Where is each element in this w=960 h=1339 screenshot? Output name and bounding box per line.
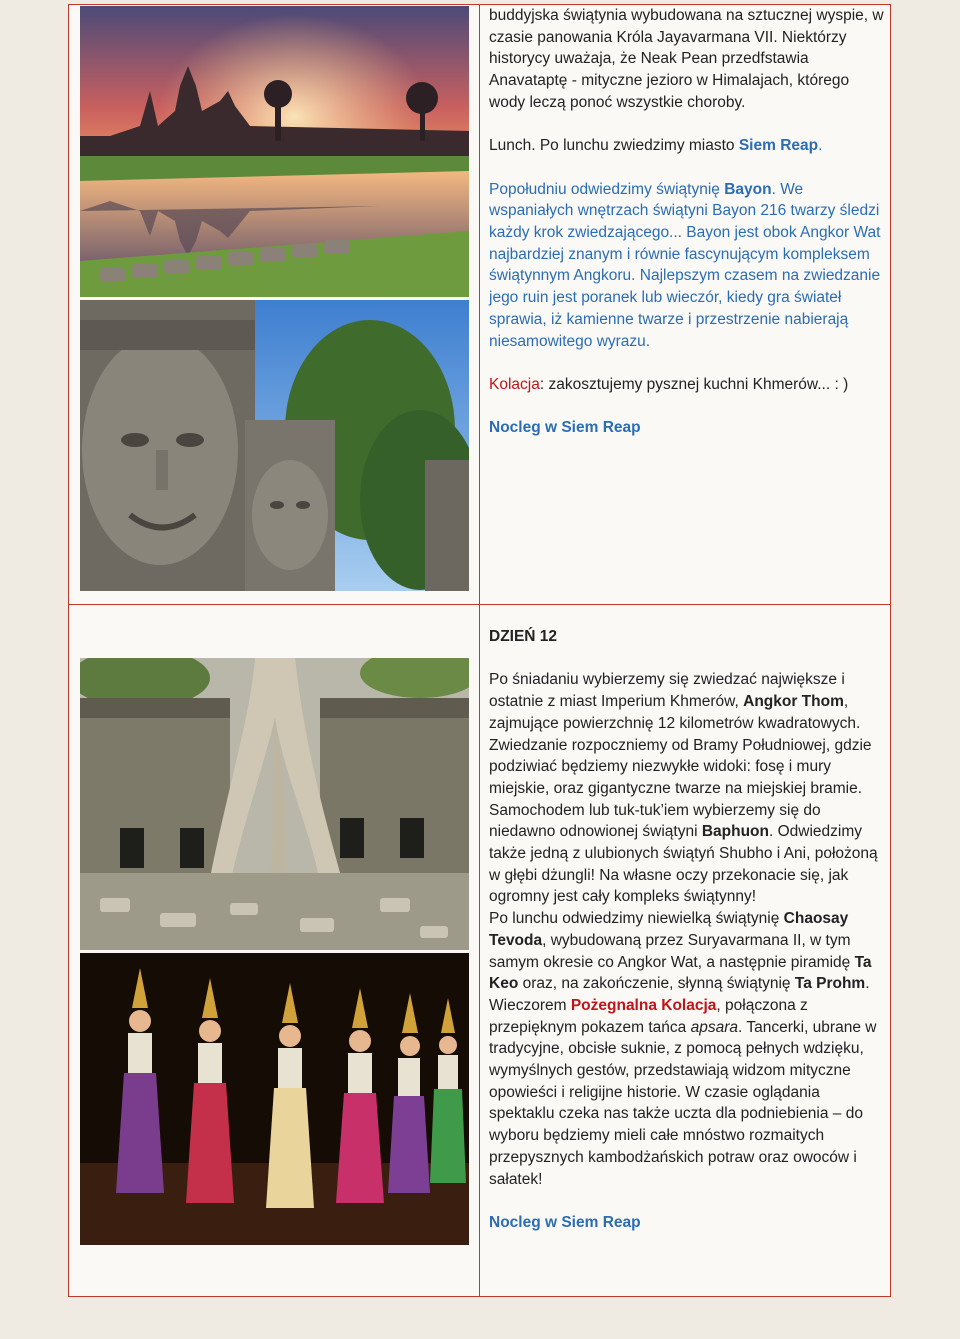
p1-c: , zajmujące powierzchnię 12 kilometrów kwadratowych. Zwiedzanie rozpoczniemy od Bramy Południowej, gdzie podziwiać będziemy niezwykłe widoki: fosę i mury miejskie, oraz gigantyczne twarze na miejskiej bramie. Samochodem lub tuk-tuk’iem wybierzemy się do niedawno odnowionej świątyni [489,693,872,841]
dinner-paragraph [489,374,887,396]
p2-a: Po lunchu odwiedzimy niewielką świątynię [489,910,784,928]
farewell-dinner-name: Pożegnalna Kolacja [570,996,717,1014]
overnight-day11: Nocleg w Siem Reap [489,419,641,437]
ta-keo-name: Ta Keo [489,953,872,993]
siem-reap-link: Siem Reap [738,137,819,155]
p2-c: , wybudowaną przez Suryavarmana II, w tym samym okresie co Angkor Wat, a następnie piramidę [489,931,855,971]
neak-pean-paragraph: buddyjska świątynia wybudowana na sztucznej wyspie, w czasie panowania Króla Jayavarmana VII. Niektórzy historycy uważaja, że Neak Pean przedfstawia Anavataptę - mityczne jezioro w Himalajach, którego wody leczą ponoć wszystkie choroby. [489,7,884,111]
farewell-dinner-paragraph [489,995,887,1190]
ta-prohm-name: Ta Prohm [794,975,866,993]
overnight-day12: Nocleg w Siem Reap [489,1213,641,1231]
day12-heading: DZIEŃ 12 [489,628,558,645]
angkor-thom-paragraph [489,669,887,908]
baphuon-name: Baphuon [701,823,769,841]
day12-text [489,626,887,1234]
lunch-period: . [818,137,823,155]
column-divider [479,5,480,1296]
p3-e: . Tancerki, ubrane w tradycyjne, obcisłe suknie, z pomocą pełnych wdzięku, wymyślnych gestów, przedstawiają widzom mityczne opowieści i religijne historie. W czasie oglądania spektaklu czeka nas także uczta dla podniebienia – do wyboru będziemy mieli całe mnóstwo rozmaitych przepysznych kambodżańskich potraw oraz owoców i sałatek! [489,1018,877,1188]
itinerary-table [68,4,891,1297]
bayon-name: Bayon [724,180,772,198]
day11-text [489,5,887,439]
apsara-dancers-photo [80,953,469,1245]
lunch-paragraph [489,135,887,157]
p2-g: . [865,975,870,993]
bayon-intro: Popołudniu odwiedzimy świątynię [489,180,725,198]
p3-a: Wieczorem [489,996,571,1014]
row-divider [69,604,890,605]
angkor-thom-name: Angkor Thom [743,693,844,711]
dinner-text: : zakosztujemy pysznej kuchni Khmerów... : ) [539,375,849,393]
ta-prohm-tree-roots-photo [80,658,469,950]
apsara-term: apsara [690,1018,739,1036]
dinner-label: Kolacja [489,375,540,393]
bayon-desc: . We wspaniałych wnętrzach świątyni Bayon 216 twarzy śledzi każdy krok zwiedzającego... Bayon jest obok Angkor Wat najbardziej znanym i równie fascynującym kompleksem świątynnym Angkoru. Najlepszym czasem na zwiedzanie jego ruin jest poranek lub wieczór, kiedy gra świateł sprawia, iż kamienne twarze i przestrzenie nabierają niesamowitego wyrazu. [489,180,881,350]
p2-e: oraz, na zakończenie, słynną świątynię [518,975,795,993]
angkor-wat-sunset-photo [80,6,469,297]
bayon-paragraph [489,179,887,353]
p3-c: , połączona z przepięknym pokazem tańca [489,996,808,1036]
chaosay-paragraph [489,908,887,995]
p1-a: Po śniadaniu wybierzemy się zwiedzać największe i ostatnie z miast Imperium Khmerów, [489,671,845,711]
lunch-text: Lunch. Po lunchu zwiedzimy miasto [489,137,739,155]
bayon-stone-faces-photo [80,300,469,591]
chaosay-tevoda-name: Chaosay Tevoda [489,910,849,949]
p1-e: . Odwiedzimy także jedną z ulubionych świątyń Shubho i Ani, położoną w głębi dżungli! Na własne oczy przekonacie się, jak ogromny jest cały kompleks świątynny! [489,823,878,906]
